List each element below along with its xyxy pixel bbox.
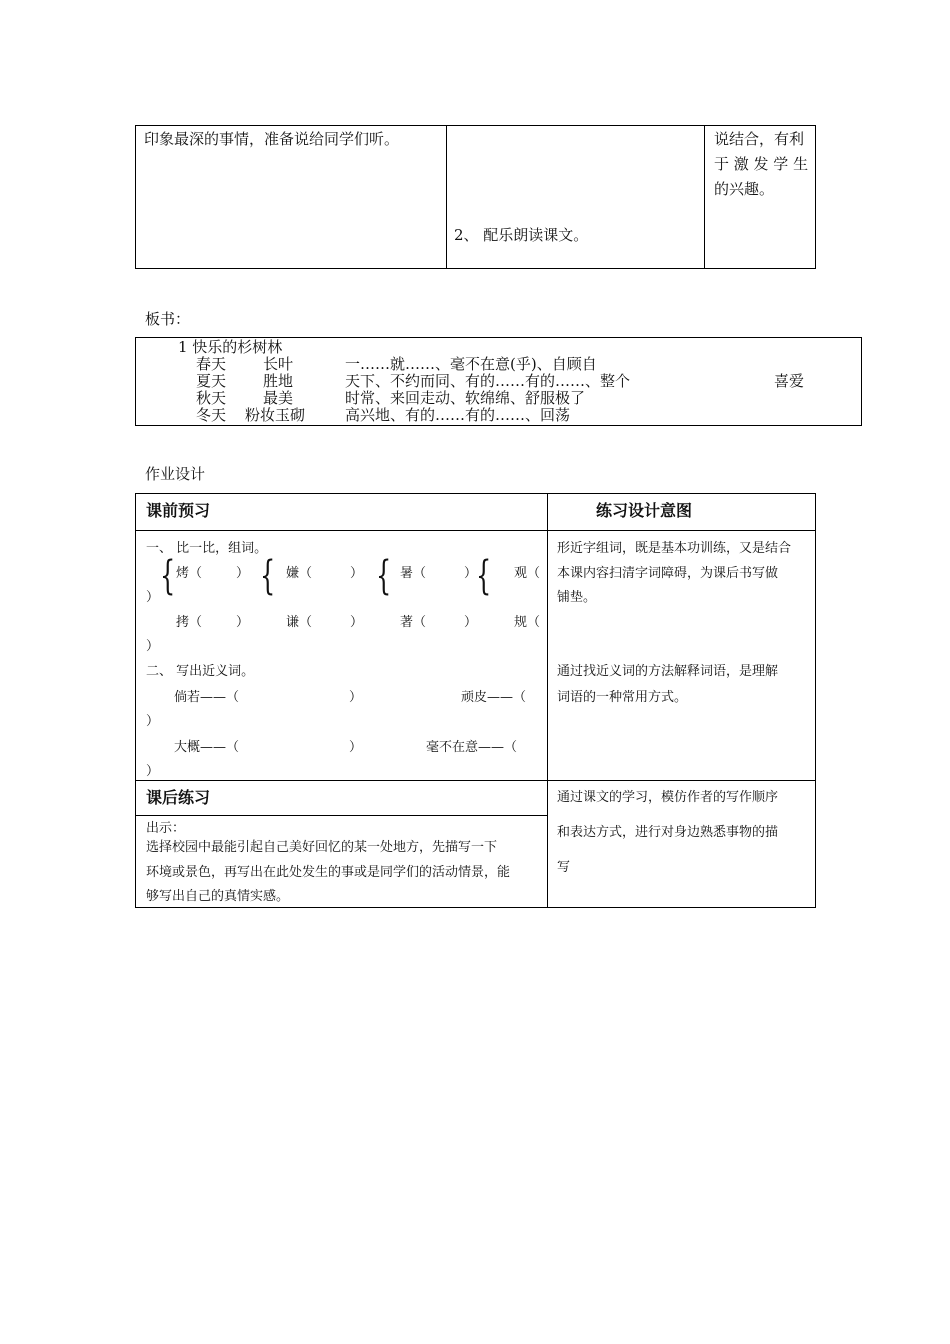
board-word: 粉妆玉砌: [245, 406, 306, 424]
col-divider: [446, 126, 447, 268]
synonym-item: 倘若——（: [174, 690, 240, 705]
intent-text: 通过找近义词的方法解释词语，是理解: [557, 664, 779, 679]
board-box: [135, 337, 862, 426]
cell-text: 于 激 发 学 生: [714, 155, 809, 173]
row-divider: [136, 815, 547, 816]
after-label: 出示：: [146, 821, 186, 836]
intent-text: 通过课文的学习，模仿作者的写作顺序: [557, 790, 779, 805]
board-season: 夏天: [196, 372, 227, 390]
board-season: 秋天: [196, 389, 227, 407]
board-side-word: 喜爱: [774, 372, 805, 390]
char-item: 规（: [514, 615, 541, 630]
cell-text: 印象最深的事情，准备说给同学们听。: [144, 130, 400, 148]
board-heading: 板书：: [145, 310, 191, 328]
char-item: ）: [350, 566, 364, 581]
after-text: 选择校园中最能引起自己美好回忆的某一处地方，先描写一下: [146, 840, 498, 855]
after-text: 够写出自己的真情实感。: [146, 889, 290, 904]
intent-text: 本课内容扫清字词障碍，为课后书写做: [557, 566, 779, 581]
board-word: 最美: [263, 389, 294, 407]
section2-title: 二、 写出近义词。: [146, 664, 255, 679]
synonym-item: 顽皮——（: [461, 690, 527, 705]
synonym-item: 毫不在意——（: [426, 740, 518, 755]
col-divider: [704, 126, 705, 268]
brace-icon: {: [376, 553, 392, 599]
top-table: [135, 125, 816, 269]
close-paren: ）: [146, 590, 160, 605]
char-item: 嫌（: [286, 566, 313, 581]
char-item: 烤（: [176, 566, 203, 581]
board-season: 春天: [196, 355, 227, 373]
col-divider: [547, 494, 548, 907]
cell-text: 2、 配乐朗读课文。: [454, 226, 589, 244]
char-item: ）: [350, 615, 364, 630]
homework-heading: 作业设计: [145, 465, 206, 483]
section1-title: 一、 比一比，组词。: [146, 541, 268, 556]
board-phrases: 天下、不约而同、有的……有的……、整个: [345, 372, 631, 390]
intent-text: 铺垫。: [557, 590, 597, 605]
brace-icon: {: [476, 553, 492, 599]
header-after-class: 课后练习: [146, 788, 211, 807]
close-paren: ）: [349, 740, 363, 755]
brace-icon: {: [260, 553, 276, 599]
board-word: 长叶: [263, 355, 294, 373]
row-divider: [136, 780, 815, 781]
brace-icon: {: [160, 553, 176, 599]
cell-text: 的兴趣。: [714, 180, 775, 198]
intent-text: 形近字组词，既是基本功训练，又是结合: [557, 541, 792, 556]
homework-table: [135, 493, 816, 908]
char-item: ）: [236, 566, 250, 581]
intent-text: 写: [557, 860, 571, 875]
close-paren: ）: [146, 639, 160, 654]
char-item: 拷（: [176, 615, 203, 630]
char-item: 著（: [400, 615, 427, 630]
char-item: ）: [464, 566, 478, 581]
close-paren: ）: [349, 690, 363, 705]
board-word: 胜地: [263, 372, 294, 390]
board-phrases: 时常、来回走动、软绵绵、舒服极了: [345, 389, 586, 407]
char-item: ）: [236, 615, 250, 630]
char-item: 观（: [514, 566, 541, 581]
header-pre-study: 课前预习: [146, 501, 211, 520]
after-text: 环境或景色，再写出在此处发生的事或是同学们的活动情景，能: [146, 865, 511, 880]
board-phrases: 一……就……、毫不在意(乎)、自顾自: [345, 355, 597, 373]
close-paren: ）: [146, 714, 160, 729]
header-intent: 练习设计意图: [596, 501, 693, 520]
char-item: ）: [464, 615, 478, 630]
synonym-item: 大概——（: [174, 740, 240, 755]
char-item: 谦（: [286, 615, 313, 630]
board-season: 冬天: [196, 406, 227, 424]
board-title: 1 快乐的杉树林: [178, 338, 283, 356]
row-divider: [136, 530, 815, 531]
cell-text: 说结合，有利: [714, 130, 805, 148]
board-phrases: 高兴地、有的……有的……、回荡: [345, 406, 571, 424]
close-paren: ）: [146, 764, 160, 779]
intent-text: 词语的一种常用方式。: [557, 690, 688, 705]
char-item: 暑（: [400, 566, 427, 581]
intent-text: 和表达方式，进行对身边熟悉事物的描: [557, 825, 779, 840]
